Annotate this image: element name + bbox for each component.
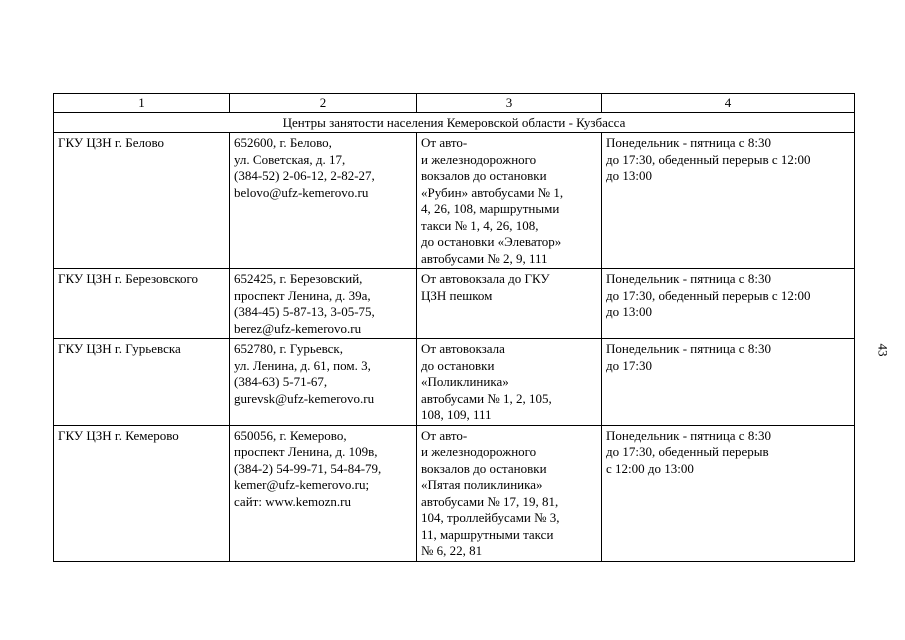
directions-line: От авто-: [421, 135, 468, 150]
schedule-cell: [602, 269, 855, 339]
center-name-cell: [54, 133, 230, 269]
column-number: 1: [54, 94, 230, 113]
schedule-line: до 17:30: [606, 357, 652, 373]
phone-line: (384-45) 5-87-13, 3-05-75,: [234, 304, 375, 319]
address-line: ул. Советская, д. 17,: [234, 151, 346, 167]
page-number: 43: [875, 343, 891, 357]
column-number: 4: [602, 94, 855, 113]
directions-line: «Пятая поликлиника»: [421, 477, 543, 492]
website-line: сайт: www.kemozn.ru: [234, 493, 351, 509]
schedule-line: до 13:00: [606, 168, 652, 183]
directions-line: № 6, 22, 81: [421, 543, 483, 558]
center-name: ГКУ ЦЗН г. Березовского: [58, 271, 199, 286]
directions-line: автобусами № 17, 19, 81,: [421, 493, 559, 509]
email-line: berez@ufz-kemerovo.ru: [234, 320, 362, 336]
directions-line: 108, 109, 111: [421, 407, 492, 422]
schedule-cell: [602, 339, 855, 426]
directions-line: От авто-: [421, 427, 468, 443]
address-line: 652425, г. Березовский,: [234, 271, 363, 286]
section-header-row: [54, 112, 855, 133]
table-row: [54, 339, 855, 426]
directions-line: и железнодорожного: [421, 444, 537, 459]
schedule-line: до 13:00: [606, 304, 652, 319]
email-line: gurevsk@ufz-kemerovo.ru: [234, 390, 375, 406]
address-cell: [230, 269, 417, 339]
directions-line: «Поликлиника»: [421, 374, 509, 389]
schedule-line: Понедельник - пятница с 8:30: [606, 135, 771, 150]
address-cell: [230, 339, 417, 426]
directions-line: такси № 1, 4, 26, 108,: [421, 217, 539, 233]
directions-line: 11, маршрутными такси: [421, 526, 554, 542]
center-name-cell: [54, 269, 230, 339]
directions-line: автобусами № 2, 9, 111: [421, 250, 548, 266]
directions-line: и железнодорожного: [421, 151, 537, 167]
schedule-cell: [602, 133, 855, 269]
address-line: ул. Ленина, д. 61, пом. 3,: [234, 357, 371, 373]
employment-centers-table: [53, 93, 855, 562]
directions-line: автобусами № 1, 2, 105,: [421, 390, 552, 406]
directions-line: 4, 26, 108, маршрутными: [421, 201, 560, 216]
center-name: ГКУ ЦЗН г. Кемерово: [58, 427, 179, 443]
phone-line: (384-52) 2-06-12, 2-82-27,: [234, 168, 375, 183]
phone-line: (384-2) 54-99-71, 54-84-79,: [234, 460, 382, 476]
phone-line: (384-63) 5-71-67,: [234, 374, 328, 389]
center-name-cell: [54, 339, 230, 426]
address-cell: [230, 425, 417, 561]
address-line: проспект Ленина, д. 109в,: [234, 444, 378, 459]
directions-cell: [417, 339, 602, 426]
directions-cell: [417, 425, 602, 561]
schedule-line: Понедельник - пятница с 8:30: [606, 341, 771, 356]
schedule-line: до 17:30, обеденный перерыв с 12:00: [606, 151, 811, 167]
address-line: 652780, г. Гурьевск,: [234, 341, 343, 356]
address-line: 650056, г. Кемерово,: [234, 427, 347, 443]
directions-cell: [417, 269, 602, 339]
schedule-line: с 12:00 до 13:00: [606, 460, 694, 476]
table-row: [54, 425, 855, 561]
directions-line: От автовокзала до ГКУ: [421, 271, 550, 286]
center-name: ГКУ ЦЗН г. Гурьевска: [58, 341, 181, 356]
directions-cell: [417, 133, 602, 269]
table-row: [54, 269, 855, 339]
schedule-line: до 17:30, обеденный перерыв: [606, 444, 769, 459]
directions-line: 104, троллейбусами № 3,: [421, 510, 560, 525]
center-name: ГКУ ЦЗН г. Белово: [58, 135, 165, 150]
address-cell: [230, 133, 417, 269]
directions-line: вокзалов до остановки: [421, 168, 547, 183]
schedule-cell: [602, 425, 855, 561]
email-line: kemer@ufz-kemerovo.ru;: [234, 477, 370, 492]
address-line: 652600, г. Белово,: [234, 135, 332, 150]
directions-line: От автовокзала: [421, 341, 505, 356]
schedule-line: Понедельник - пятница с 8:30: [606, 427, 771, 443]
schedule-line: до 17:30, обеденный перерыв с 12:00: [606, 287, 811, 303]
center-name-cell: [54, 425, 230, 561]
column-number: 3: [417, 94, 602, 113]
column-number-row: [54, 94, 855, 113]
directions-line: ЦЗН пешком: [421, 287, 493, 303]
address-line: проспект Ленина, д. 39а,: [234, 287, 371, 303]
column-number: 2: [230, 94, 417, 113]
directions-line: вокзалов до остановки: [421, 460, 547, 476]
directions-line: до остановки «Элеватор»: [421, 234, 562, 249]
directions-line: до остановки: [421, 357, 495, 373]
table-row: [54, 133, 855, 269]
email-line: belovo@ufz-kemerovo.ru: [234, 184, 369, 200]
section-title: Центры занятости населения Кемеровской области - Кузбасса: [54, 112, 855, 133]
directions-line: «Рубин» автобусами № 1,: [421, 184, 564, 200]
schedule-line: Понедельник - пятница с 8:30: [606, 271, 771, 286]
